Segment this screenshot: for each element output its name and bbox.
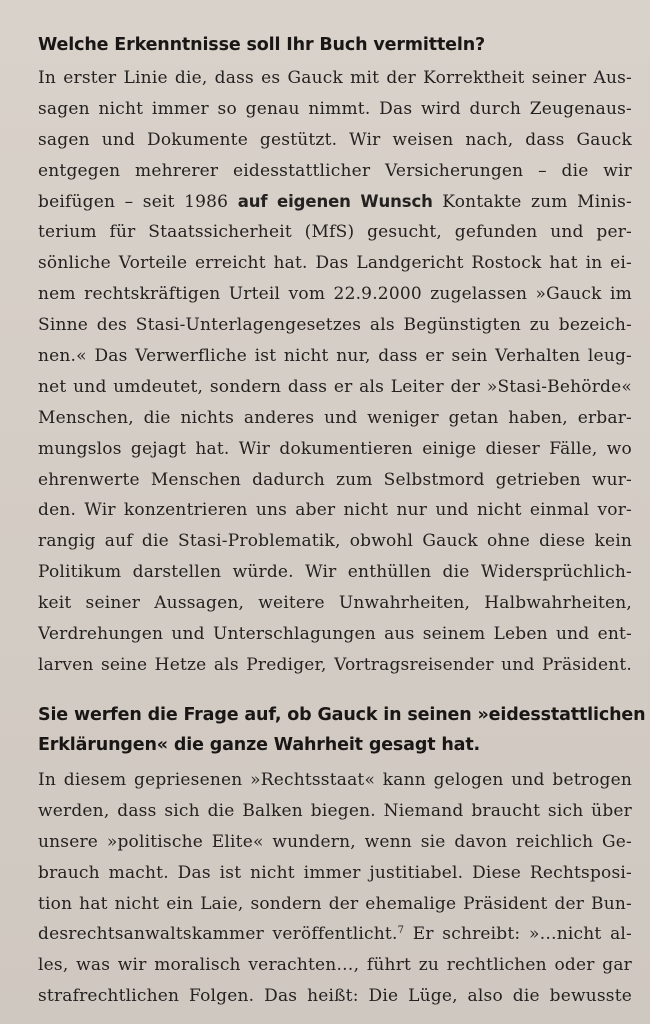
text-line: brauch macht. Das ist nicht immer justitiabel. Diese Rechtsposi- [38,862,632,883]
text-line: mungslos gejagt hat. Wir dokumentieren einige dieser Fälle, wo [38,438,632,459]
footnote-marker: 7 [397,925,405,937]
text-line: sagen und Dokumente gestützt. Wir weisen nach, dass Gauck [38,129,632,150]
text-line: Sinne des Stasi-Unterlagengesetzes als Begünstigten zu bezeich- [38,315,632,336]
text-line-with-footnote [38,919,632,950]
text-line: strafrechtlichen Folgen. Das heißt: Die Lüge, also die bewusste [38,986,632,1007]
bold-emphasis: auf eigenen Wunsch [237,191,433,211]
text-line: entgegen mehrerer eidesstattlicher Versicherungen – die wir [38,160,632,181]
text-line-with-bold [38,187,632,218]
paragraph-2 [38,765,632,1012]
text-segment: Er schreibt: »…nicht al- [404,924,632,945]
text-line: In diesem gepriesenen »Rechtsstaat« kann gelogen und betrogen [38,770,632,790]
text-segment: desrechtsanwaltskammer veröffentlicht. [38,924,398,945]
text-line: unsere »politische Elite« wundern, wenn sie davon reichlich Ge- [38,831,632,852]
text-line: Menschen, die nichts anderes und weniger getan haben, erbar- [38,407,632,428]
text-line: larven seine Hetze als Prediger, Vortragsreisender und Präsident. [38,654,632,675]
text-line: Verdrehungen und Unterschlagungen aus seinem Leben und ent- [38,624,632,645]
text-line: les, was wir moralisch verachten…, führt zu rechtlichen oder gar [38,955,632,976]
text-line: net und umdeutet, sondern dass er als Leiter der »Stasi-Behörde« [38,376,632,397]
text-segment: Kontakte zum Minis- [432,191,632,212]
text-segment: beifügen – seit 1986 [38,191,238,212]
text-line: werden, dass sich die Balken biegen. Niemand braucht sich über [38,800,632,821]
text-line: sagen nicht immer so genau nimmt. Das wird durch Zeugenaus- [38,98,632,119]
heading-line: Welche Erkenntnisse soll Ihr Buch vermitteln? [38,35,486,55]
text-line: ehrenwerte Menschen dadurch zum Selbstmord getrieben wur- [38,469,632,490]
text-line: Politikum darstellen würde. Wir enthüllen die Widersprüchlich- [38,562,632,583]
heading-line: Erklärungen« die ganze Wahrheit gesagt hat. [38,735,481,755]
text-line: den. Wir konzentrieren uns aber nicht nur und nicht einmal vor- [38,500,632,521]
text-line: tion hat nicht ein Laie, sondern der ehemalige Präsident der Bun- [38,893,632,914]
section-heading-1 [38,30,485,60]
text-line: keit seiner Aussagen, weitere Unwahrheiten, Halbwahrheiten, [38,593,632,614]
section-heading-2 [38,700,645,760]
text-line: sönliche Vorteile erreicht hat. Das Landgericht Rostock hat in ei- [38,253,632,274]
text-line: rangig auf die Stasi-Problematik, obwohl Gauck ohne diese kein [38,531,632,552]
text-line: nem rechtskräftigen Urteil vom 22.9.2000 zugelassen »Gauck im [38,284,632,305]
text-line: In erster Linie die, dass es Gauck mit der Korrektheit seiner Aus- [38,68,632,88]
text-line: terium für Staatssicherheit (MfS) gesucht, gefunden und per- [38,222,632,243]
paragraph-1 [38,63,632,681]
heading-line: Sie werfen die Frage auf, ob Gauck in seinen »eidesstattlichen [38,705,646,725]
text-line: nen.« Das Verwerfliche ist nicht nur, dass er sein Verhalten leug- [38,346,632,367]
